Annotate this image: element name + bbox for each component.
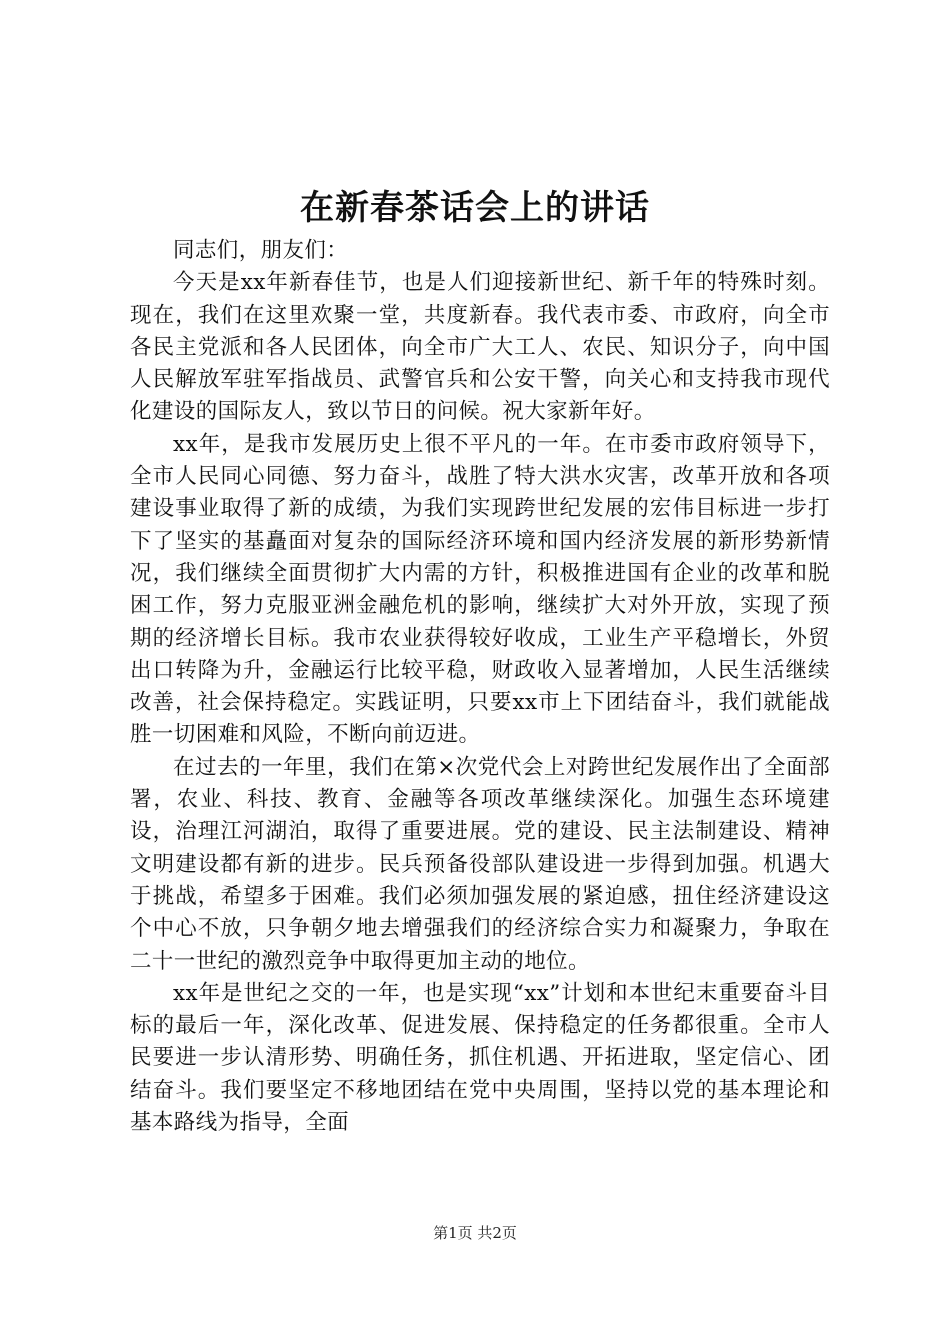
paragraph-4: xx年是世纪之交的一年，也是实现“xx”计划和本世纪末重要奋斗目标的最后一年，深化改革、促进发展、保持稳定的任务都很重。全市人民要进一步认清形势、明确任务，抓住机遇、开拓进取，坚定信心、团结奋斗。我们要坚定不移地团结在党中央周围，坚持以党的基本理论和基本路线为指导，全面 [130,980,830,1136]
page-number-label: 第1页 共2页 [433,1224,517,1242]
document-title: 在新春茶话会上的讲话 [300,188,650,228]
paragraph-3: 在过去的一年里，我们在第×次党代会上对跨世纪发展作出了全面部署，农业、科技、教育、金融等各项改革继续深化。加强生态环境建设，治理江河湖泊，取得了重要进展。党的建设、民主法制建设、精神文明建设都有新的进步。民兵预备役部队建设进一步得到加强。机遇大于挑战，希望多于困难。我们必须加强发展的紧迫感，扭住经济建设这个中心不放，只争朝夕地去增强我们的经济综合实力和凝聚力，争取在二十一世纪的激烈竞争中取得更加主动的地位。 [130,754,830,974]
greeting-line: 同志们，朋友们： [173,238,349,263]
paragraph-2: xx年，是我市发展历史上很不平凡的一年。在市委市政府领导下，全市人民同心同德、努力奋斗，战胜了特大洪水灾害，改革开放和各项建设事业取得了新的成绩，为我们实现跨世纪发展的宏伟目标进一步打下了坚实的基矗面对复杂的国际经济环境和国内经济发展的新形势新情况，我们继续全面贯彻扩大内需的方针，积极推进国有企业的改革和脱困工作，努力克服亚洲金融危机的影响，继续扩大对外开放，实现了预期的经济增长目标。我市农业获得较好收成，工业生产平稳增长，外贸出口转降为升，金融运行比较平稳，财政收入显著增加，人民生活继续改善，社会保持稳定。实践证明，只要xx市上下团结奋斗，我们就能战胜一切困难和风险，不断向前迈进。 [130,431,830,748]
document-body [130,235,830,1139]
paragraph-1: 今天是xx年新春佳节，也是人们迎接新世纪、新千年的特殊时刻。现在，我们在这里欢聚一堂，共度新春。我代表市委、市政府，向全市各民主党派和各人民团体，向全市广大工人、农民、知识分子，向中国人民解放军驻军指战员、武警官兵和公安干警，向关心和支持我市现代化建设的国际友人，致以节日的问候。祝大家新年好。 [130,270,830,425]
page-footer [0,1222,950,1244]
